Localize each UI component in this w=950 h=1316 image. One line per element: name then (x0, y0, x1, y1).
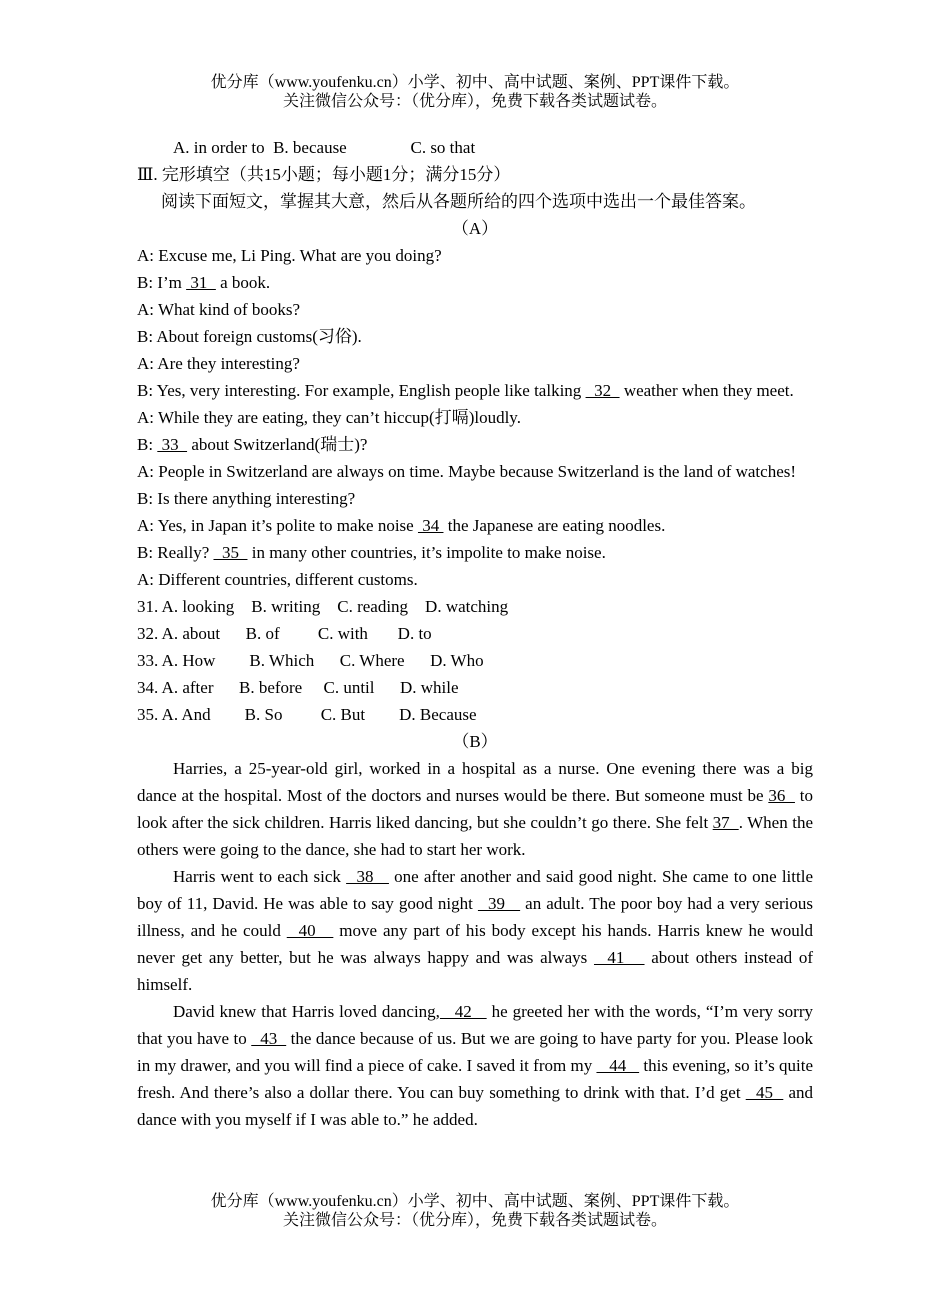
section-title: Ⅲ. 完形填空（共15小题；每小题1分；满分15分） (137, 165, 511, 184)
question-32-options: 32. A. about B. of C. with D. to (137, 624, 432, 643)
dialogue-line: A: Are they interesting? (137, 354, 300, 373)
passage-paragraph-2 (137, 863, 813, 998)
dialogue-line (137, 512, 813, 539)
blank-36: 36 (768, 786, 795, 805)
text: the Japanese are eating noodles. (443, 516, 666, 535)
passage-paragraph-1 (137, 755, 813, 863)
text: . When the others were going to the dance, she had to start her work. (137, 813, 813, 859)
blank-44: 44 (596, 1056, 640, 1075)
passage-paragraph-3 (137, 998, 813, 1133)
dialogue-line (137, 431, 813, 458)
dialogue-line: A: Different countries, different customs. (137, 570, 418, 589)
dialogue-line (137, 269, 813, 296)
text: and dance with you myself if I was able to.” he added. (137, 1083, 814, 1129)
text: Harris went to each sick (173, 867, 347, 886)
blank-39: 39 (477, 894, 521, 913)
text: move any part of his body except his hands. Harris knew he would never get any better, but he was always happy and was always (137, 921, 813, 967)
question-33-options: 33. A. How B. Which C. Where D. Who (137, 651, 484, 670)
blank-45: 45 (745, 1083, 784, 1102)
footer-line-1: 优分库（www.youfenku.cn）小学、初中、高中试题、案例、PPT课件下载。 (210, 1193, 740, 1210)
text: the dance because of us. But we are going to have party for you. Please look in my drawer, and you will find a piece of cake. I saved it from my (137, 1029, 813, 1075)
dialogue-line: B: About foreign customs(习俗). (137, 327, 362, 346)
question-34-options: 34. A. after B. before C. until D. while (137, 678, 459, 697)
question-31-options: 31. A. looking B. writing C. reading D. watching (137, 597, 509, 616)
dialogue-line (137, 539, 813, 566)
text: B: Really? (137, 543, 214, 562)
text: B: (137, 435, 158, 454)
text: to look after the sick children. Harris liked dancing, but she couldn’t go there. She felt (137, 786, 813, 832)
text: one after another and said good night. She came to one little boy of 11, David. He was able to say good night (137, 867, 813, 913)
text: about Switzerland(瑞士)? (187, 435, 368, 454)
blank-33: 33 (157, 435, 188, 454)
blank-34: 34 (417, 516, 444, 535)
part-a-label: （A） (451, 219, 499, 238)
part-b-label: （B） (452, 732, 498, 751)
header-line-1: 优分库（www.youfenku.cn）小学、初中、高中试题、案例、PPT课件下载。 (210, 74, 740, 91)
header-line-2: 关注微信公众号：（优分库），免费下载各类试题试卷。 (282, 93, 667, 110)
text: David knew that Harris loved dancing, (173, 1002, 440, 1021)
dialogue-line: A: Excuse me, Li Ping. What are you doing? (137, 246, 442, 265)
section-instruction: 阅读下面短文，掌握其大意，然后从各题所给的四个选项中选出一个最佳答案。 (161, 192, 756, 211)
document-body (137, 134, 813, 1133)
text: B: Yes, very interesting. For example, English people like talking (137, 381, 586, 400)
blank-37: 37 (712, 813, 739, 832)
blank-41: 41 (593, 948, 645, 967)
text: B: I’m (137, 273, 187, 292)
blank-31: 31 (186, 273, 216, 292)
blank-38: 38 (346, 867, 389, 886)
dialogue-line (137, 377, 813, 404)
question-35-options: 35. A. And B. So C. But D. Because (137, 705, 477, 724)
dialogue-line: B: Is there anything interesting? (137, 489, 356, 508)
text: a book. (215, 273, 271, 292)
page-footer (0, 1192, 950, 1230)
text: an adult. The poor boy had a very serious illness, and he could (137, 894, 814, 940)
footer-line-2: 关注微信公众号：（优分库），免费下载各类试题试卷。 (282, 1212, 667, 1229)
text: about others instead of himself. (137, 948, 813, 994)
blank-42: 42 (439, 1002, 487, 1021)
dialogue-line: A: What kind of books? (137, 300, 301, 319)
text: he greeted her with the words, “I’m very sorry that you have to (137, 1002, 813, 1048)
page-header (0, 73, 950, 111)
dialogue-line: A: While they are eating, they can’t hiccup(打嗝)loudly. (137, 408, 521, 427)
blank-32: 32 (585, 381, 620, 400)
dialogue-line: A: People in Switzerland are always on time. Maybe because Switzerland is the land of watches! (137, 462, 797, 481)
text: weather when they meet. (619, 381, 794, 400)
text: Harries, a 25-year-old girl, worked in a hospital as a nurse. One evening there was a big dance at the hospital. Most of the doctors and nurses would be there. But someone must be (137, 759, 813, 805)
blank-40: 40 (286, 921, 334, 940)
text: this evening, so it’s quite fresh. And there’s also a dollar there. You can buy something to drink with that. I’d get (137, 1056, 813, 1102)
text: in many other countries, it’s impolite to make noise. (247, 543, 606, 562)
blank-43: 43 (251, 1029, 287, 1048)
blank-35: 35 (213, 543, 248, 562)
previous-question-options: A. in order to B. because C. so that (173, 138, 476, 157)
text: A: Yes, in Japan it’s polite to make noise (137, 516, 418, 535)
